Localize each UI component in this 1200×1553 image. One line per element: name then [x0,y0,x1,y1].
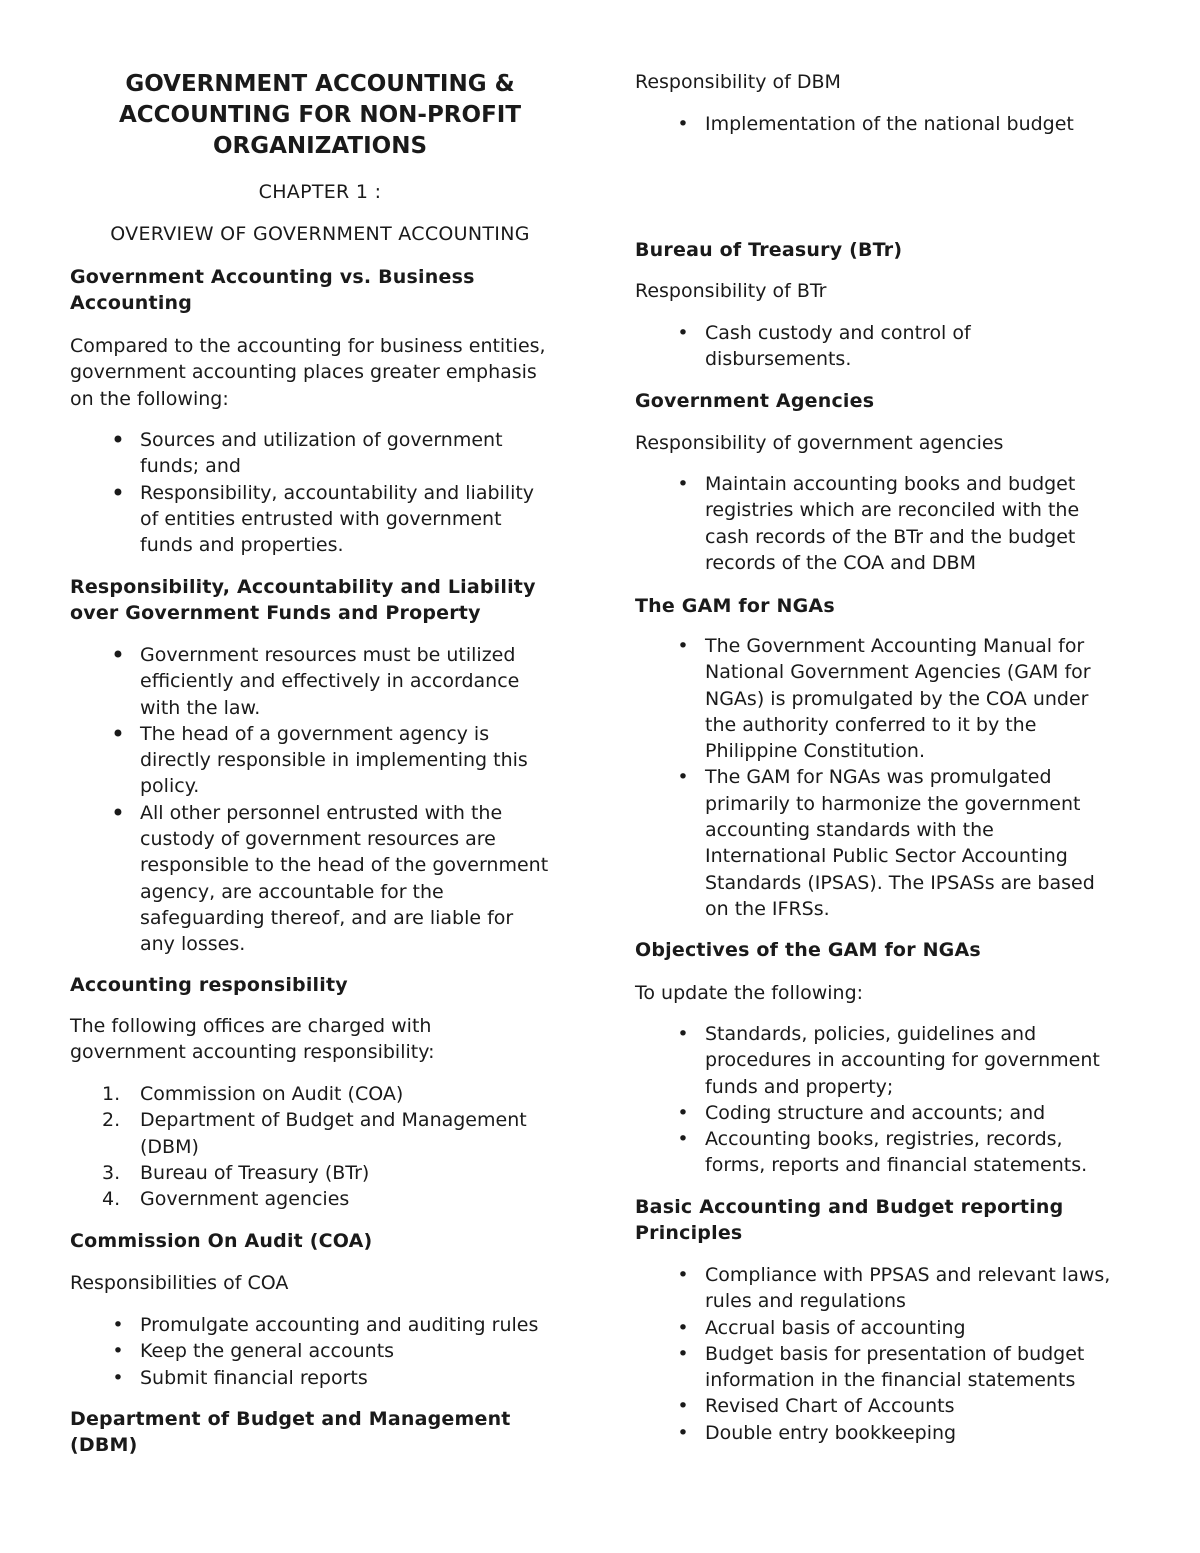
bullet-icon: • [112,1314,124,1336]
bullet-icon: • [677,113,689,135]
gam-list [635,633,1135,922]
heading-gam: The GAM for NGAs [635,595,835,617]
list-item: 3. Bureau of Treasury (BTr) [102,1161,370,1184]
list-item: 2. Department of Budget and Management (DBM) [102,1109,527,1158]
heading-btr: Bureau of Treasury (BTr) [635,239,903,261]
bullet-icon: • [677,1316,689,1339]
list-item: • The Government Accounting Manual for National Government Agencies (GAM for NGAs) is promulgated by the COA under the authority conferred to it by the Philippine Constitution. [635,633,1135,764]
agencies-intro: Responsibility of government agencies [635,432,1004,454]
coa-list [70,1312,570,1391]
bullet-icon: • [677,322,689,344]
coa-intro: Responsibilities of COA [70,1272,289,1294]
list-item: • Accounting books, registries, records, forms, reports and financial statements. [635,1126,1135,1179]
bullet-icon: • [677,1342,689,1365]
dbm-intro: Responsibility of DBM [635,71,841,93]
objectives-intro: To update the following: [635,982,864,1004]
list-item: • Keep the general accounts [70,1338,570,1364]
heading-gov-vs-business: Government Accounting vs. Business Accounting [70,266,475,314]
list-item: 1. Commission on Audit (COA) [102,1083,404,1105]
heading-gam-objectives: Objectives of the GAM for NGAs [635,939,981,961]
btr-list [635,320,1135,373]
list-item: • Revised Chart of Accounts [635,1393,1135,1419]
bullet-icon: • [677,1023,689,1045]
bullet-icon: • [110,719,126,748]
bullet-icon: • [677,1395,689,1418]
gov-vs-business-list [70,427,570,558]
dbm-list [635,111,1135,137]
list-item: • Coding structure and accounts; and [635,1100,1135,1126]
list-item: 4. Government agencies [102,1188,350,1211]
heading-government-agencies: Government Agencies [635,390,875,412]
btr-intro: Responsibility of BTr [635,280,827,302]
objectives-list [635,1021,1135,1179]
list-item: • Standards, policies, guidelines and procedures in accounting for government funds and property; [635,1021,1135,1100]
gov-vs-business-intro: Compared to the accounting for business entities, government accounting places greater emphasis on the following: [70,335,546,410]
bullet-icon: • [677,1421,689,1444]
accounting-responsibility-intro: The following offices are charged with government accounting responsibility: [70,1015,435,1064]
heading-accounting-responsibility: Accounting responsibility [70,974,348,996]
list-item: • The GAM for NGAs was promulgated primarily to harmonize the government accounting standards with the International Public Sector Accounting Standards (IPSAS). The IPSASs are based on the IFRSs. [635,764,1135,922]
list-item: • Double entry bookkeeping [635,1420,1135,1446]
heading-basic-principles: Basic Accounting and Budget reporting Principles [635,1196,1064,1244]
list-item: • Submit financial reports [70,1365,570,1391]
document-title: GOVERNMENT ACCOUNTING & ACCOUNTING FOR NON-PROFIT ORGANIZATIONS [118,71,522,159]
list-item: • Sources and utilization of government funds; and [70,427,570,480]
principles-list [635,1262,1135,1446]
list-item: • Maintain accounting books and budget registries which are reconciled with the cash records of the BTr and the budget records of the COA and DBM [635,471,1135,576]
bullet-icon: • [110,798,126,827]
list-item: • Responsibility, accountability and liability of entities entrusted with government funds and properties. [70,480,570,559]
heading-dbm: Department of Budget and Management (DBM) [70,1408,511,1456]
heading-coa: Commission On Audit (COA) [70,1230,373,1252]
bullet-icon: • [112,1340,124,1363]
offices-list [70,1081,570,1212]
bullet-icon: • [677,1128,689,1151]
bullet-icon: • [677,635,689,657]
bullet-icon: • [110,478,126,507]
list-item: • Accrual basis of accounting [635,1315,1135,1341]
list-item: • Cash custody and control of disbursements. [635,320,1135,373]
list-item: • Government resources must be utilized efficiently and effectively in accordance with the law. [70,642,570,721]
bullet-icon: • [677,1101,689,1124]
bullet-icon: • [112,1366,124,1389]
list-item: • The head of a government agency is directly responsible in implementing this policy. [70,721,570,800]
bullet-icon: • [677,766,689,789]
bullet-icon: • [677,1264,689,1286]
bullet-icon: • [110,641,126,669]
list-item: • Implementation of the national budget [635,111,1135,137]
agencies-list [635,471,1135,576]
list-item: • Budget basis for presentation of budget information in the financial statements [635,1341,1135,1394]
chapter-label: CHAPTER 1 : [258,181,382,203]
list-item: • Promulgate accounting and auditing rules [70,1312,570,1338]
chapter-title: OVERVIEW OF GOVERNMENT ACCOUNTING [110,223,530,245]
list-item: • Compliance with PPSAS and relevant laws, rules and regulations [635,1262,1135,1315]
bullet-icon: • [110,426,126,454]
heading-responsibility: Responsibility, Accountability and Liability over Government Funds and Property [70,576,536,624]
bullet-icon: • [677,473,689,495]
responsibility-list [70,642,570,958]
list-item: • All other personnel entrusted with the custody of government resources are responsible to the head of the government agency, are accountable for the safeguarding thereof, and are liable for any losses. [70,800,570,958]
